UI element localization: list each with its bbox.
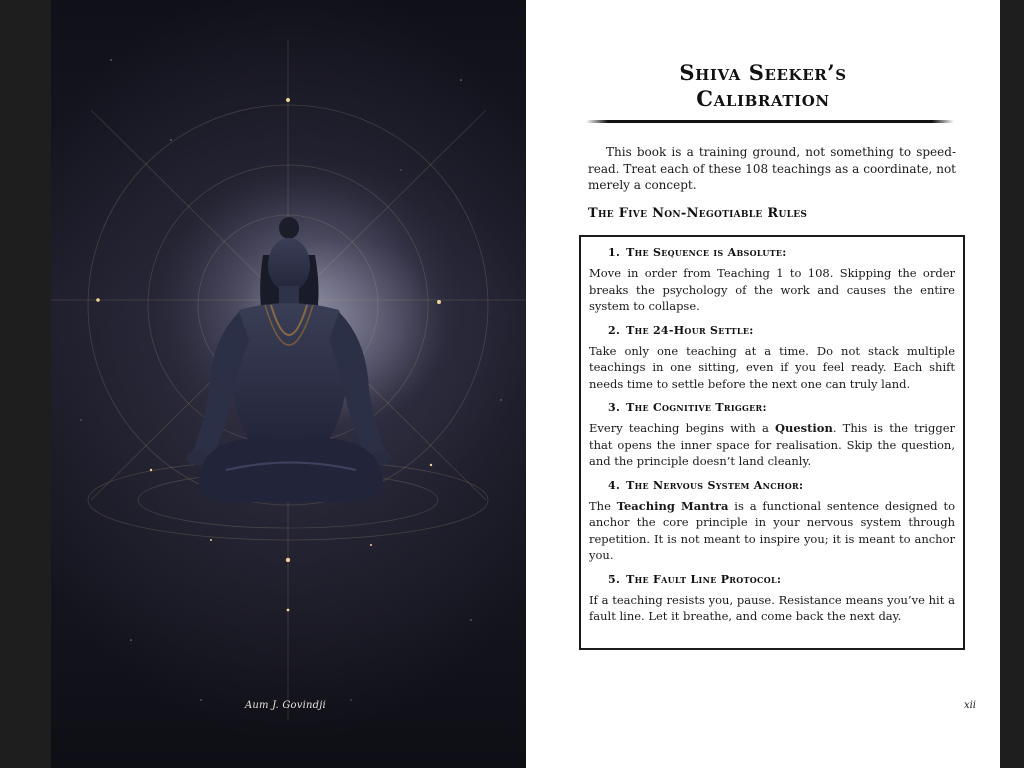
author-signature: Aum J. Govindji	[245, 700, 326, 711]
rule-number: 4.	[608, 478, 621, 492]
title-divider	[586, 120, 954, 123]
rule-body-text-after: is a functional sentence designed to anchor the core principle in your nervous system through repetition. It is not meant to inspire you; it is meant to anchor you.	[589, 498, 956, 562]
rules-box	[579, 235, 965, 650]
rule-body-text: If a teaching resists you, pause. Resistance means you’ve hit a fault line. Let it breathe, and come back the next day.	[589, 592, 955, 623]
right-page-text	[526, 0, 1000, 768]
meditating-figure-icon	[51, 0, 526, 768]
rule-title-text: The Nervous System Anchor:	[626, 478, 804, 492]
rule-item-1	[589, 245, 955, 315]
rule-body-bold: Teaching Mantra	[616, 498, 729, 513]
rule-body-text: The	[589, 498, 617, 513]
rule-title-text: The Cognitive Trigger:	[626, 401, 767, 414]
rule-body	[589, 265, 955, 315]
rule-item-4	[589, 478, 955, 564]
rule-number: 5.	[608, 572, 621, 586]
rule-number: 3.	[608, 401, 621, 414]
rule-title-text: The 24-Hour Settle:	[626, 323, 754, 337]
rules-heading: The Five Non-Negotiable Rules	[588, 206, 808, 221]
rule-item-2	[589, 323, 955, 393]
left-page-illustration	[51, 0, 526, 768]
rule-number: 2.	[608, 323, 621, 337]
rule-body-text: Take only one teaching at a time. Do not stack multiple teachings in one sitting, even if you feel ready. Each shift needs time to settle before the next one can truly land.	[589, 343, 955, 391]
rule-number: 1.	[608, 246, 621, 259]
rule-title	[589, 323, 955, 338]
rule-body-text-after: . This is the trigger that opens the inner space for realisation. Skip the question, and the principle doesn’t land cleanly.	[589, 421, 955, 468]
title-line-1: Shiva Seeker’s	[679, 60, 847, 85]
rule-title-text: The Sequence is Absolute:	[626, 246, 787, 259]
rule-body	[589, 498, 955, 564]
rule-title	[589, 400, 955, 415]
page-title	[526, 60, 1000, 112]
rule-item-5	[589, 572, 955, 625]
title-line-2: Calibration	[696, 86, 830, 111]
rule-item-3	[589, 400, 955, 470]
rule-title	[589, 478, 955, 493]
intro-paragraph: This book is a training ground, not something to speed-read. Treat each of these 108 teachings as a coordinate, not merely a concept.	[588, 145, 956, 192]
rule-body-text: Move in order from Teaching 1 to 108. Skipping the order breaks the psychology of the work and causes the entire system to collapse.	[589, 266, 955, 313]
rule-title-text: The Fault Line Protocol:	[626, 572, 782, 586]
rule-body	[589, 343, 955, 393]
rule-body	[589, 420, 955, 470]
rule-title	[589, 572, 955, 587]
rule-title	[589, 245, 955, 260]
rule-body	[589, 592, 955, 625]
rule-body-text: Every teaching begins with a	[589, 421, 775, 435]
rule-body-bold: Question	[774, 421, 833, 435]
page-number: xii	[963, 700, 976, 711]
